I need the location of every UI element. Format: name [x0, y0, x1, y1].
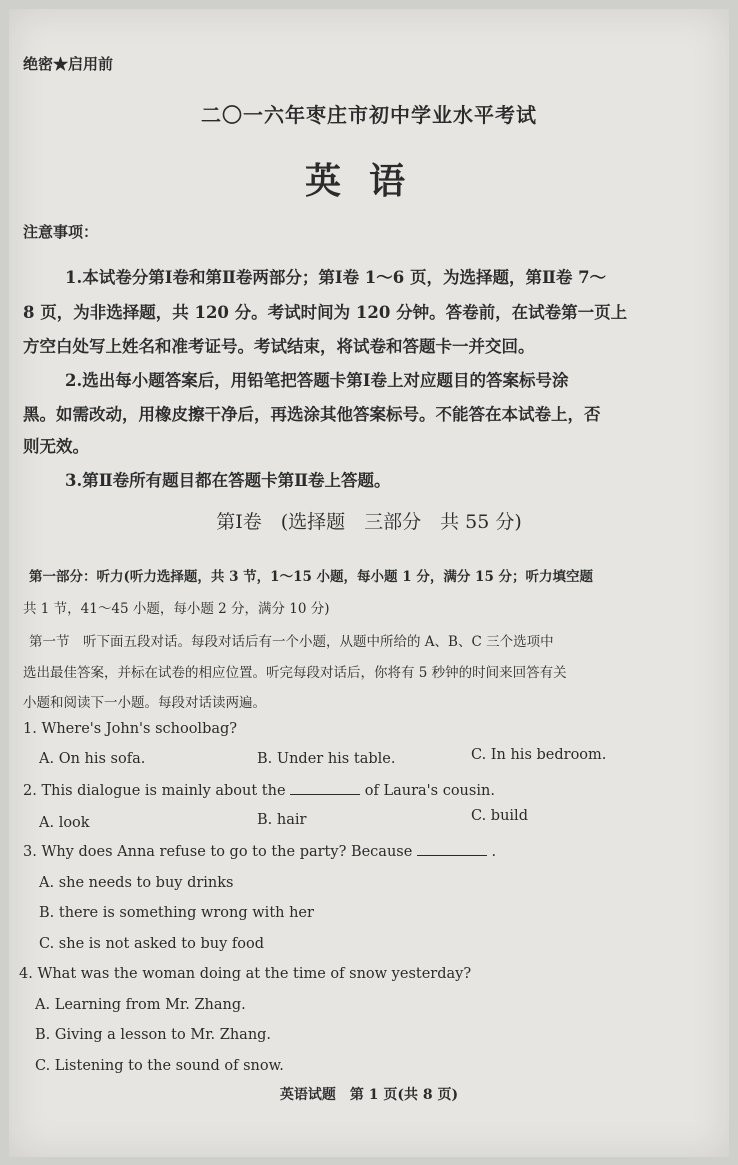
question-stem-end: of Laura's cousin. — [364, 783, 495, 799]
question-stem: 1. Where's John's schoolbag? — [23, 721, 238, 737]
part1-line: 共 1 节，41～45 小题，每小题 2 分，满分 10 分) — [23, 601, 330, 617]
confidential-label: 绝密★启用前 — [23, 55, 114, 73]
option-c: C. In his bedroom. — [471, 747, 607, 763]
notice-title: 注意事项： — [23, 223, 99, 241]
subject-title: 英语 — [304, 160, 433, 202]
option-b: B. Giving a lesson to Mr. Zhang. — [35, 1027, 272, 1043]
page-footer: 英语试题 第 1 页(共 8 页) — [279, 1087, 459, 1103]
question-stem — [23, 782, 495, 799]
exam-page — [9, 9, 729, 1157]
option-c: C. Listening to the sound of snow. — [35, 1058, 284, 1074]
option-c: C. build — [471, 808, 528, 824]
option-a: A. Learning from Mr. Zhang. — [35, 997, 246, 1013]
notice-line: 黑。如需改动，用橡皮擦干净后，再选涂其他答案标号。不能答在本试卷上，否 — [23, 405, 601, 424]
option-a: A. On his sofa. — [39, 751, 146, 767]
notice-line: 方空白处写上姓名和准考证号。考试结束，将试卷和答题卡一并交回。 — [23, 337, 535, 356]
notice-line: 则无效。 — [23, 437, 89, 456]
question-stem-end: . — [491, 844, 497, 860]
answer-blank — [290, 782, 360, 795]
question-stem-start: 3. Why does Anna refuse to go to the party? Because — [23, 844, 413, 860]
question-stem — [23, 843, 496, 860]
option-a: A. she needs to buy drinks — [39, 875, 234, 891]
question-stem: 4. What was the woman doing at the time of snow yesterday? — [19, 966, 472, 982]
notice-line: 1.本试卷分第Ⅰ卷和第Ⅱ卷两部分；第Ⅰ卷 1～6 页，为选择题，第Ⅱ卷 7～ — [65, 268, 607, 287]
option-a: A. look — [39, 815, 90, 831]
option-b: B. there is something wrong with her — [39, 905, 314, 921]
section-title: 第Ⅰ卷 (选择题 三部分 共 55 分) — [216, 511, 522, 533]
section1-line: 选出最佳答案，并标在试卷的相应位置。听完每段对话后，你将有 5 秒钟的时间来回答有关 — [23, 665, 567, 681]
notice-line: 8 页，为非选择题，共 120 分。考试时间为 120 分钟。答卷前，在试卷第一页上 — [23, 303, 628, 322]
option-c: C. she is not asked to buy food — [39, 936, 264, 952]
option-b: B. Under his table. — [257, 751, 396, 767]
option-b: B. hair — [257, 812, 307, 828]
exam-title: 二〇一六年枣庄市初中学业水平考试 — [201, 103, 537, 127]
question-stem-start: 2. This dialogue is mainly about the — [23, 783, 286, 799]
section1-line: 小题和阅读下一小题。每段对话读两遍。 — [23, 695, 266, 711]
answer-blank — [417, 843, 487, 856]
section1-line: 第一节 听下面五段对话。每段对话后有一个小题，从题中所给的 A、B、C 三个选项中 — [29, 634, 554, 650]
notice-line: 2.选出每小题答案后，用铅笔把答题卡第Ⅰ卷上对应题目的答案标号涂 — [65, 371, 569, 390]
notice-line: 3.第Ⅱ卷所有题目都在答题卡第Ⅱ卷上答题。 — [65, 471, 391, 490]
part1-line: 第一部分：听力(听力选择题，共 3 节，1～15 小题，每小题 1 分，满分 15 分；听力填空题 — [29, 569, 594, 585]
